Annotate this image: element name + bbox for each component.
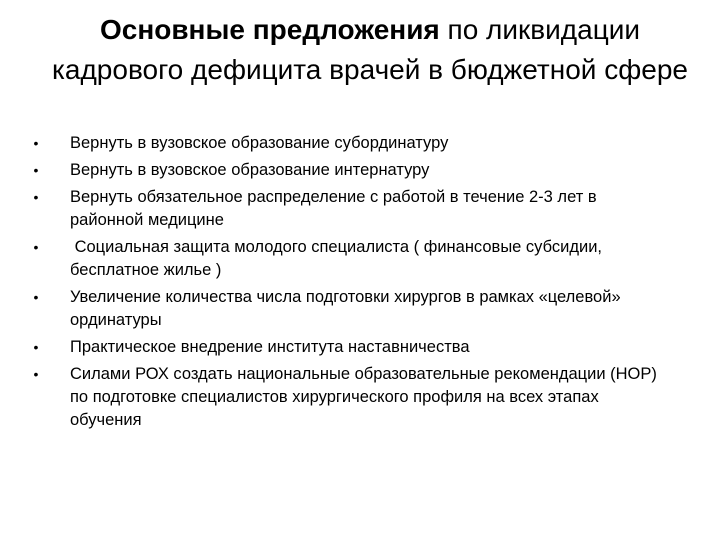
- bullet-icon: •: [33, 189, 39, 205]
- bullet-icon: •: [33, 162, 39, 178]
- list-item: [30, 186, 670, 232]
- slide-title: [40, 10, 700, 90]
- bullet-icon: •: [33, 366, 39, 382]
- list-item-text: Вернуть в вузовское образование субординатуру: [70, 134, 449, 152]
- list-item-text: Вернуть в вузовское образование интернатуру: [70, 161, 430, 179]
- list-item-text: Силами РОХ создать национальные образовательные рекомендации (НОР) по подготовке специалистов хирургического профиля на всех этапах обучения: [70, 365, 657, 429]
- list-item: [30, 336, 670, 359]
- slide-title-bold: Основные предложения: [99, 14, 440, 45]
- bullet-icon: •: [33, 239, 39, 255]
- list-item-text: Увеличение количества числа подготовки хирургов в рамках «целевой» ординатуры: [70, 288, 630, 329]
- bullet-icon: •: [33, 289, 39, 305]
- list-item: [30, 159, 670, 182]
- list-item: [30, 363, 670, 432]
- bullet-icon: •: [33, 135, 39, 151]
- bullet-icon: •: [33, 339, 39, 355]
- list-item: [30, 286, 670, 332]
- list-item-text: Практическое внедрение института наставничества: [70, 338, 470, 356]
- slide-title-rest: по ликвидации кадрового дефицита врачей в бюджетной сфере: [52, 14, 688, 85]
- list-item: [30, 236, 670, 282]
- list-item-text: Вернуть обязательное распределение с работой в течение 2-3 лет в районной медицине: [70, 188, 597, 229]
- list-item-text: Социальная защита молодого специалиста ( финансовые субсидии, бесплатное жилье ): [70, 238, 607, 279]
- bullet-list: [30, 132, 670, 436]
- list-item: [30, 132, 670, 155]
